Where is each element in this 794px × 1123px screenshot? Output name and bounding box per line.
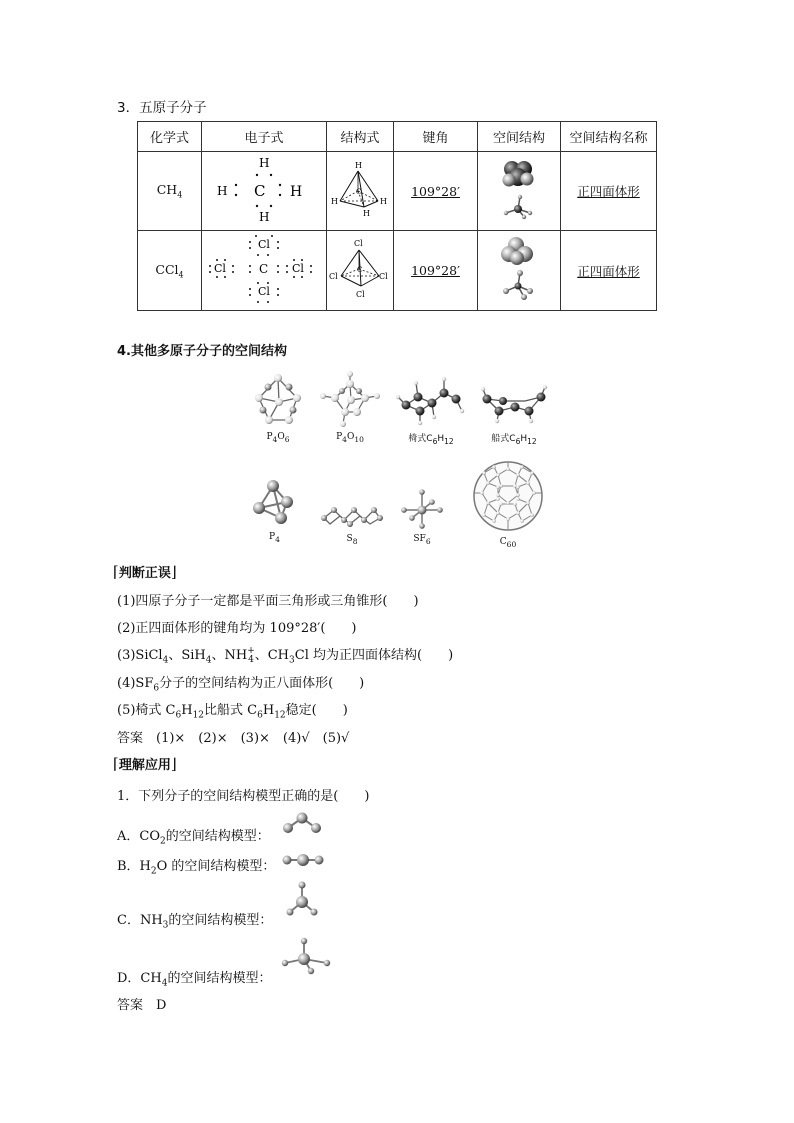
ccl4-3d-model [494,234,544,304]
section3-title: 3．五原子分子 [117,100,207,116]
svg-text:Cl: Cl [214,262,226,275]
svg-text:H: H [355,160,362,170]
svg-text:H: H [217,183,228,198]
p4o10-model [317,370,383,428]
ccl4-lewis-diagram [208,231,320,307]
option-a-model [280,810,324,836]
svg-text:C: C [356,187,362,196]
question-1: 1．下列分子的空间结构模型正确的是( ) [117,789,370,804]
apply-section-heading: ⌈理解应用⌋ [113,755,177,773]
section4-title: 4.其他多原子分子的空间结构 [117,344,287,359]
svg-text:C: C [254,181,266,200]
svg-text:Cl: Cl [258,238,270,251]
svg-text:H: H [380,196,387,206]
option-b: B．$H_2O$ 的空间结构模型： [117,859,276,877]
svg-text:H: H [259,155,270,170]
judge-item-2: (2)正四面体形的键角均为 109°28′( ) [117,621,357,636]
header-structural-formula: 结构式 [327,122,394,152]
chair-cyclohexane-figure [396,375,466,446]
sf6-figure [398,488,446,546]
sf6-caption: $SF_6$ [413,534,431,546]
header-spatial-structure: 空间结构 [478,122,561,152]
header-bond-angle: 键角 [394,122,478,152]
p4-model [249,478,299,528]
s8-figure [320,500,384,546]
boat-cyclohexane-caption: 船式$C_6H_{12}$ [491,434,537,446]
chair-cyclohexane-model [396,375,466,427]
svg-text:Cl: Cl [354,239,363,248]
ch4-lewis-diagram [209,154,319,226]
sf6-model [398,488,446,530]
chair-cyclohexane-caption: 椅式$C_6H_{12}$ [408,434,454,446]
s8-model [320,500,384,530]
svg-text:C: C [357,266,363,274]
option-b-model [281,851,325,869]
judge-item-3: (3)SiCl$_4$、SiH$_4$、NH + 4 、$CH_3Cl$ 均为正四面体结构( ) [117,645,454,666]
option-c: C．$NH_3$的空间结构模型： [117,913,273,931]
formula-cell: $CH_4$ [138,152,202,231]
judge-item-5: (5)椅式 $C_6H_{12}$比船式 $C_6H_{12}$稳定( ) [117,703,348,721]
boat-cyclohexane-model [479,383,549,427]
p4-caption: $P_4$ [269,532,280,544]
p4o6-caption: $P_4O_6$ [266,432,290,444]
judge-item-4: $(4)SF_6$分子的空间结构为正八面体形( ) [117,676,365,694]
p4o6-figure [243,370,313,444]
option-d: D．$CH_4$的空间结构模型： [117,971,272,989]
judge-section-heading: ⌈判断正误⌋ [113,563,177,581]
table-row [138,152,657,231]
apply-answer: 答案 D [117,998,167,1013]
svg-text:Cl: Cl [292,262,304,275]
boat-cyclohexane-figure [479,383,549,446]
svg-text:H: H [363,208,370,218]
bond-angle-cell: 109°28′ [394,152,478,231]
table-row [138,231,657,311]
option-a: A．$CO_2$的空间结构模型： [117,829,270,847]
structural-formula-ch4 [327,152,394,231]
ch4-structural-diagram [330,159,390,221]
c60-model [470,459,546,533]
p4o10-caption: $P_4O_{10}$ [336,432,364,444]
svg-text:Cl: Cl [379,272,388,281]
spatial-structure-ccl4 [478,231,561,311]
bond-angle-cell: 109°28′ [394,231,478,311]
table-header-row [138,122,657,152]
s8-caption: $S_8$ [346,534,358,546]
c60-figure [470,459,546,549]
spatial-structure-ch4 [478,152,561,231]
header-electron-formula: 电子式 [202,122,327,152]
svg-text:H: H [259,209,270,224]
svg-text:H: H [331,196,338,206]
c60-caption: $C_{60}$ [499,537,517,549]
svg-text:Cl: Cl [258,285,270,298]
p4-figure [249,478,299,544]
header-structure-name: 空间结构名称 [561,122,657,152]
judge-answer: 答案 (1)× (2)× (3)× (4)√ (5)√ [117,731,350,746]
structure-name-cell: 正四面体形 [561,152,657,231]
header-formula: 化学式 [138,122,202,152]
svg-text:Cl: Cl [329,272,338,281]
formula-cell: CCl$_4$ [138,231,202,311]
structural-formula-ccl4 [327,231,394,311]
ccl4-structural-diagram [329,236,391,302]
electron-formula-ch4 [202,152,327,231]
option-d-model [279,935,333,977]
ch4-3d-model [494,157,544,223]
p4o6-model [243,370,313,428]
structure-name-cell: 正四面体形 [561,231,657,311]
five-atom-molecule-table [137,121,657,311]
svg-text:C: C [259,262,269,276]
svg-text:Cl: Cl [356,290,365,299]
judge-item-1: (1)四原子分子一定都是平面三角形或三角锥形( ) [117,594,419,609]
option-c-model [284,880,320,920]
svg-text:H: H [290,183,303,200]
p4o10-figure [317,370,383,444]
electron-formula-ccl4 [202,231,327,311]
